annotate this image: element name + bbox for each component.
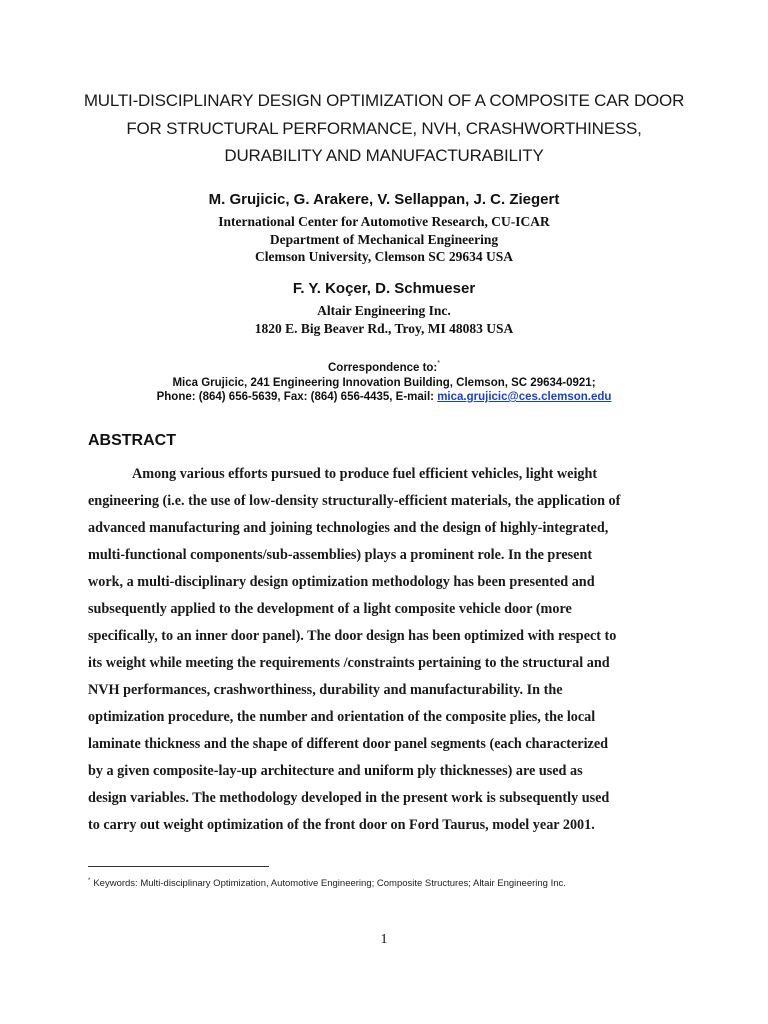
abstract-line: specifically, to an inner door panel). The door design has been optimized with respect to	[88, 628, 617, 644]
footnote	[88, 878, 566, 889]
correspondence-heading: Correspondence to:*	[328, 360, 440, 374]
correspondence-block	[60, 357, 708, 405]
footnote-divider	[88, 866, 269, 867]
affiliation-line: 1820 E. Big Beaver Rd., Troy, MI 48083 USA	[254, 320, 514, 336]
footnote-text: Keywords: Multi-disciplinary Optimization, Automotive Engineering; Composite Structures; Altair Engineering Inc.	[93, 878, 566, 889]
affiliation-line: Altair Engineering Inc.	[317, 303, 451, 318]
abstract-line: engineering (i.e. the use of low-density structurally-efficient materials, the application of	[88, 493, 621, 509]
affiliation-line: International Center for Automotive Research, CU-ICAR	[218, 214, 550, 229]
correspondence-contact: Phone: (864) 656-5639, Fax: (864) 656-4435, E-mail: mica.grujicic@ces.clemson.edu	[156, 391, 612, 403]
abstract-line: Among various efforts pursued to produce fuel efficient vehicles, light weight	[132, 466, 598, 482]
abstract-line: subsequently applied to the development of a light composite vehicle door (more	[88, 601, 572, 617]
abstract-line: to carry out weight optimization of the front door on Ford Taurus, model year 2001.	[88, 817, 595, 833]
email-link[interactable]: mica.grujicic@ces.clemson.edu	[437, 391, 612, 403]
affiliation-line: Department of Mechanical Engineering	[269, 231, 499, 247]
abstract-line: by a given composite-lay-up architecture and uniform ply thicknesses) are used as	[88, 763, 583, 779]
abstract-line: work, a multi-disciplinary design optimization methodology has been presented and	[88, 574, 595, 590]
affiliation-line: Clemson University, Clemson SC 29634 USA	[254, 249, 513, 264]
abstract-line: advanced manufacturing and joining technologies and the design of highly-integrated,	[88, 520, 609, 536]
paper-title	[60, 87, 708, 170]
author-list-secondary: F. Y. Koçer, D. Schmueser	[292, 280, 476, 297]
affiliation-secondary	[60, 302, 708, 337]
footnote-marker: *	[437, 360, 440, 367]
abstract-body	[88, 461, 688, 839]
affiliation-primary	[60, 213, 708, 266]
title-line: FOR STRUCTURAL PERFORMANCE, NVH, CRASHWORTHINESS,	[126, 118, 642, 138]
abstract-line: NVH performances, crashworthiness, durability and manufacturability. In the	[88, 682, 563, 698]
title-line: MULTI-DISCIPLINARY DESIGN OPTIMIZATION OF A COMPOSITE CAR DOOR	[83, 91, 685, 110]
abstract-heading: ABSTRACT	[88, 432, 176, 449]
correspondence-address: Mica Grujicic, 241 Engineering Innovation Building, Clemson, SC 29634-0921;	[172, 376, 596, 389]
page-number: 1	[380, 932, 388, 947]
footnote-marker: *	[88, 878, 91, 884]
abstract-line: laminate thickness and the shape of different door panel segments (each characterized	[88, 736, 609, 752]
abstract-line: its weight while meeting the requirements /constraints pertaining to the structural and	[88, 655, 610, 671]
title-line: DURABILITY AND MANUFACTURABILITY	[224, 146, 544, 165]
author-list-primary: M. Grujicic, G. Arakere, V. Sellappan, J. C. Ziegert	[208, 191, 560, 208]
abstract-line: optimization procedure, the number and orientation of the composite plies, the local	[88, 709, 596, 725]
abstract-line: design variables. The methodology developed in the present work is subsequently used	[88, 790, 610, 806]
abstract-line: multi-functional components/sub-assemblies) plays a prominent role. In the present	[88, 547, 593, 563]
